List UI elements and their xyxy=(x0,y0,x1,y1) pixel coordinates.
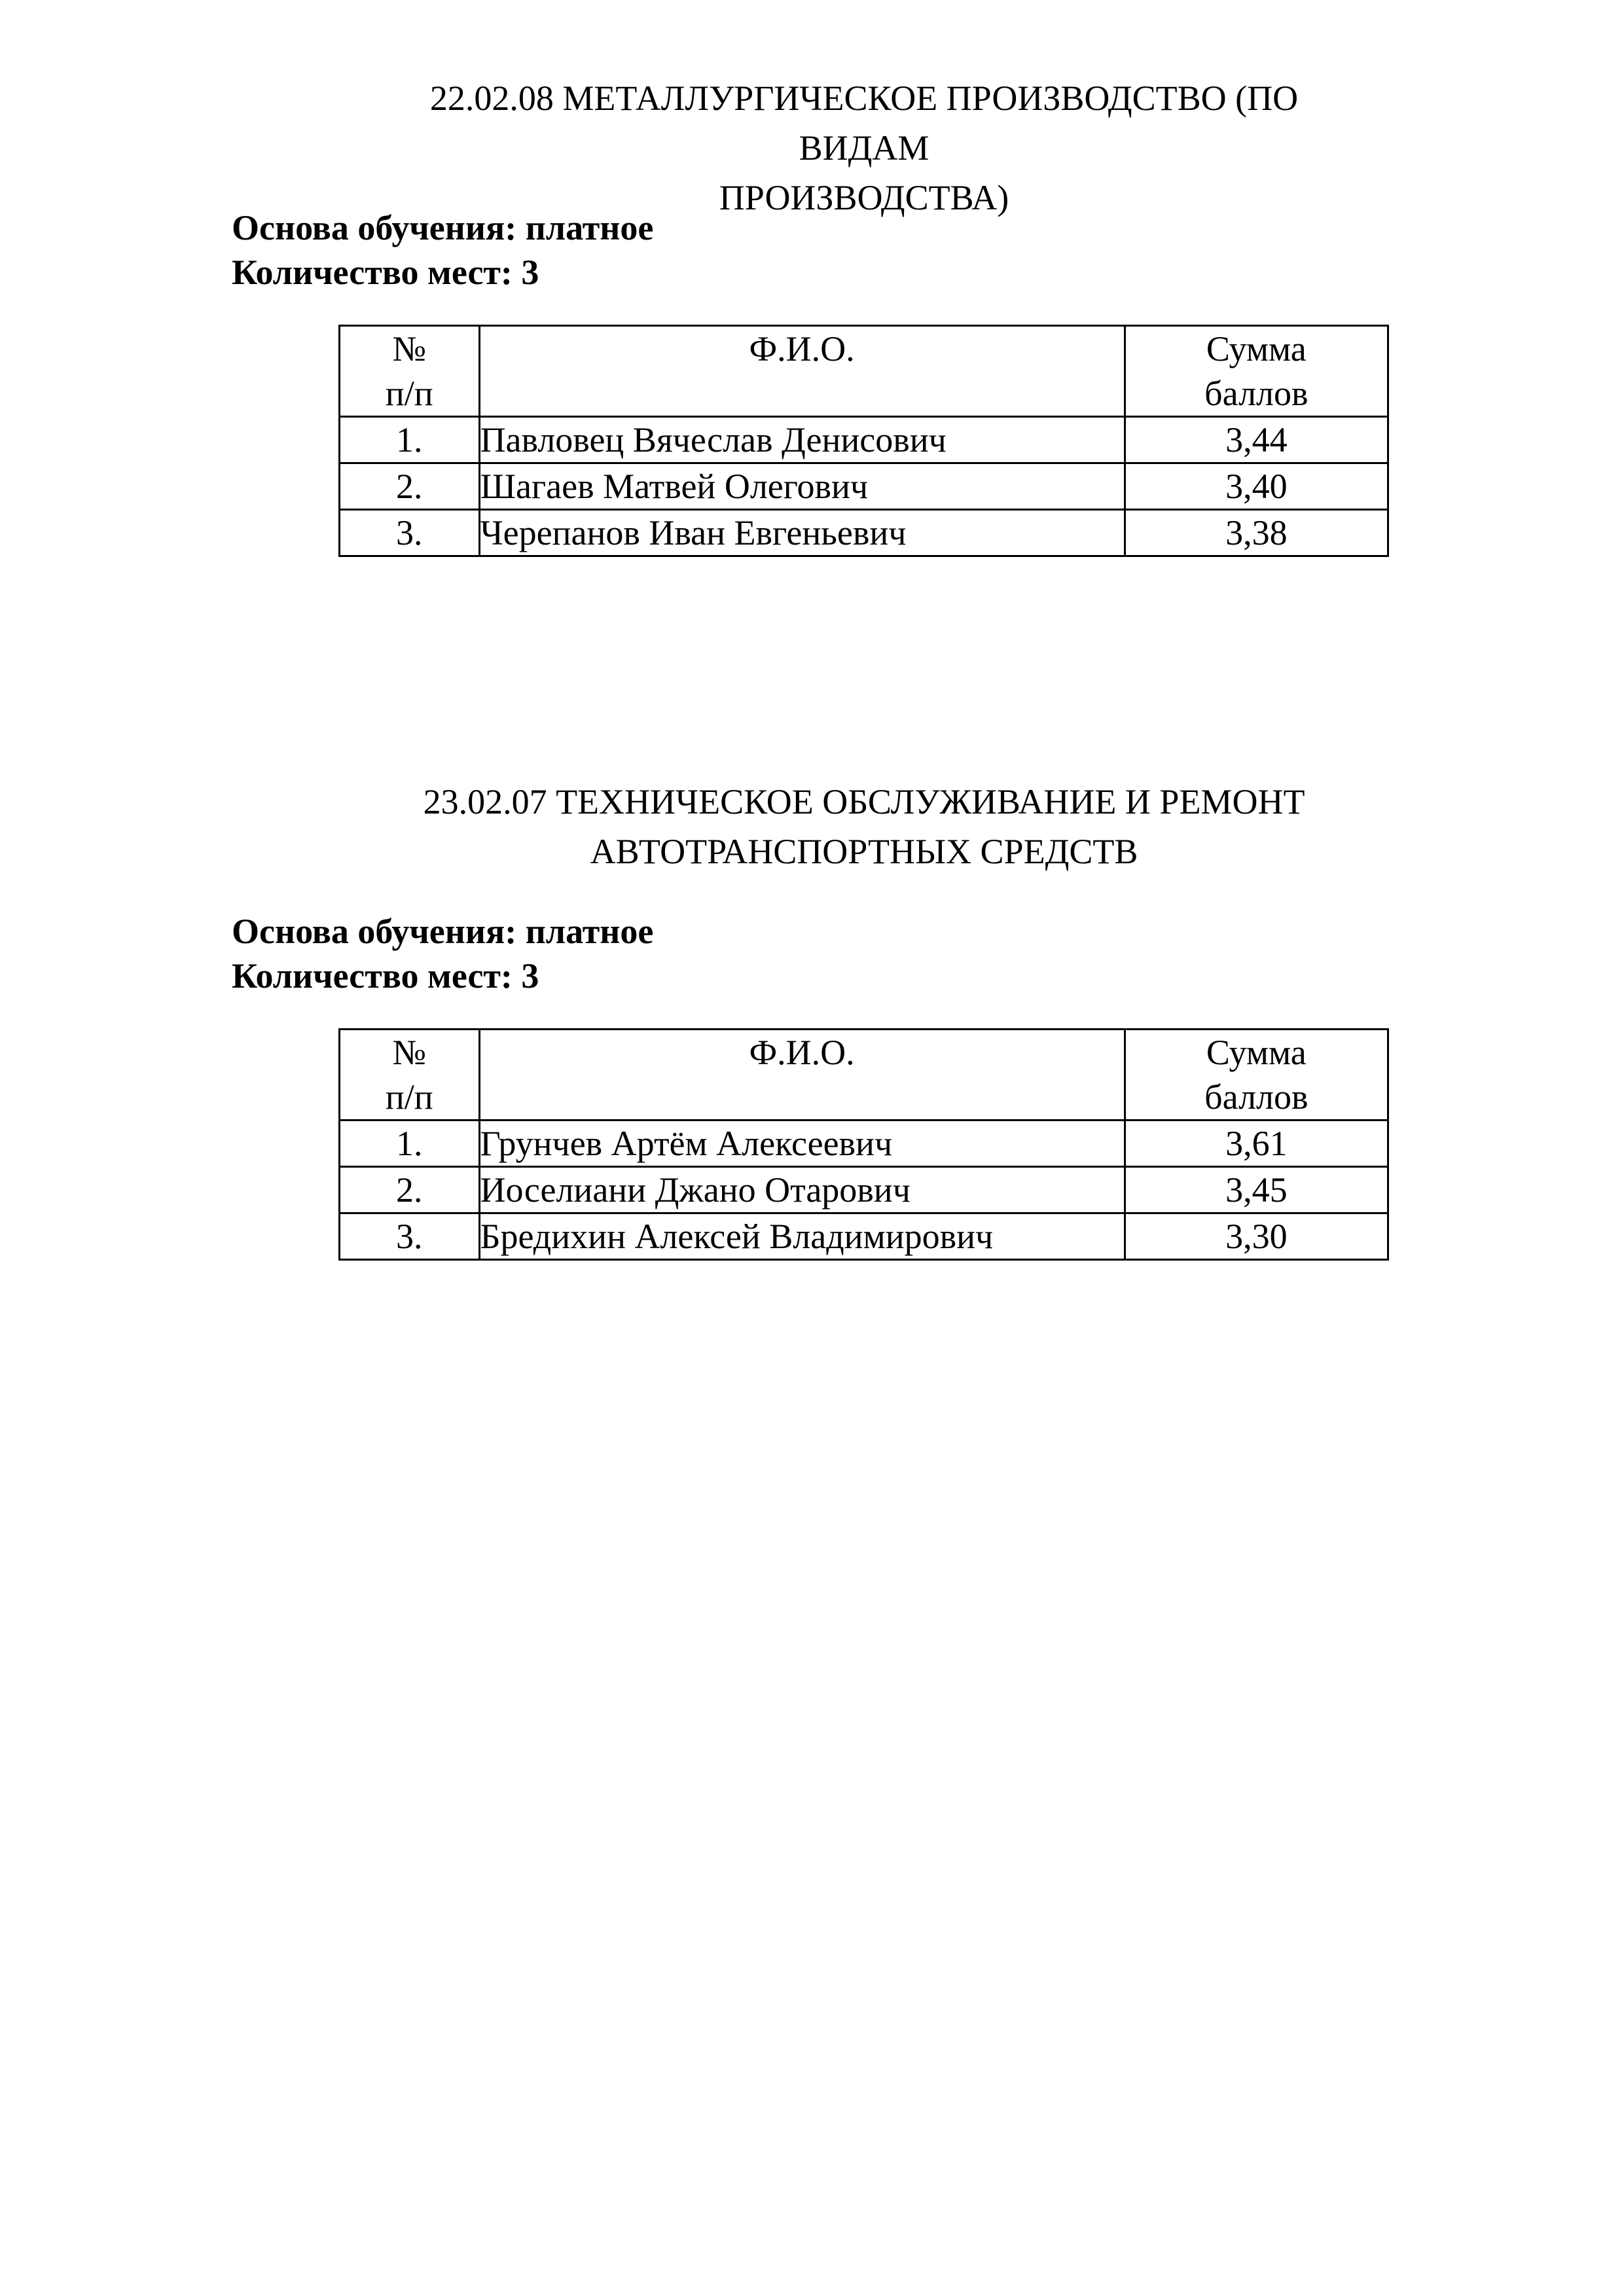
row-name: Шагаев Матвей Олегович xyxy=(479,463,1125,510)
header-number-line: № xyxy=(392,329,427,368)
study-basis: Основа обучения: платное xyxy=(232,208,654,247)
row-score: 3,61 xyxy=(1125,1121,1388,1167)
table-header-row xyxy=(340,1030,1388,1121)
row-name: Павловец Вячеслав Денисович xyxy=(479,417,1125,463)
header-score xyxy=(1125,326,1388,417)
places-count: Количество мест: 3 xyxy=(232,253,539,292)
row-score: 3,40 xyxy=(1125,463,1388,510)
section-title-line: 23.02.07 ТЕХНИЧЕСКОЕ ОБСЛУЖИВАНИЕ И РЕМОНТ xyxy=(423,782,1305,821)
header-name: Ф.И.О. xyxy=(479,326,1125,417)
row-score: 3,45 xyxy=(1125,1167,1388,1213)
row-number: 3. xyxy=(340,1213,480,1260)
header-number xyxy=(340,326,480,417)
section-meta xyxy=(232,909,653,998)
header-score xyxy=(1125,1030,1388,1121)
header-number-line: № xyxy=(392,1033,427,1072)
row-score: 3,44 xyxy=(1125,417,1388,463)
row-name: Грунчев Артём Алексеевич xyxy=(479,1121,1125,1167)
header-number xyxy=(340,1030,480,1121)
header-score-line: Сумма xyxy=(1206,1033,1307,1072)
row-number: 1. xyxy=(340,417,480,463)
table-row xyxy=(340,417,1388,463)
study-basis: Основа обучения: платное xyxy=(232,912,654,951)
row-number: 3. xyxy=(340,510,480,556)
table-row xyxy=(340,1213,1388,1260)
table-row xyxy=(340,1121,1388,1167)
table-row xyxy=(340,510,1388,556)
header-score-line: баллов xyxy=(1204,374,1308,413)
header-number-line: п/п xyxy=(385,1077,433,1117)
section-title xyxy=(367,73,1362,223)
table-row xyxy=(340,463,1388,510)
table-row xyxy=(340,1167,1388,1213)
row-number: 2. xyxy=(340,1167,480,1213)
section-title-line: 22.02.08 МЕТАЛЛУРГИЧЕСКОЕ ПРОИЗВОДСТВО (ПО ВИДАМ xyxy=(429,79,1299,168)
header-score-line: баллов xyxy=(1204,1077,1308,1117)
section-title-line: ПРОИЗВОДСТВА) xyxy=(719,178,1009,217)
row-name: Иоселиани Джано Отарович xyxy=(479,1167,1125,1213)
applicants-table xyxy=(338,325,1389,557)
row-number: 2. xyxy=(340,463,480,510)
section-title xyxy=(367,777,1362,876)
row-name: Черепанов Иван Евгеньевич xyxy=(479,510,1125,556)
header-score-line: Сумма xyxy=(1206,329,1307,368)
section-title-line: АВТОТРАНСПОРТНЫХ СРЕДСТВ xyxy=(590,832,1138,871)
table-header-row xyxy=(340,326,1388,417)
places-count: Количество мест: 3 xyxy=(232,956,539,996)
header-number-line: п/п xyxy=(385,374,433,413)
section-meta xyxy=(232,206,653,295)
header-name: Ф.И.О. xyxy=(479,1030,1125,1121)
row-number: 1. xyxy=(340,1121,480,1167)
row-name: Бредихин Алексей Владимирович xyxy=(479,1213,1125,1260)
row-score: 3,38 xyxy=(1125,510,1388,556)
row-score: 3,30 xyxy=(1125,1213,1388,1260)
applicants-table xyxy=(338,1028,1389,1261)
